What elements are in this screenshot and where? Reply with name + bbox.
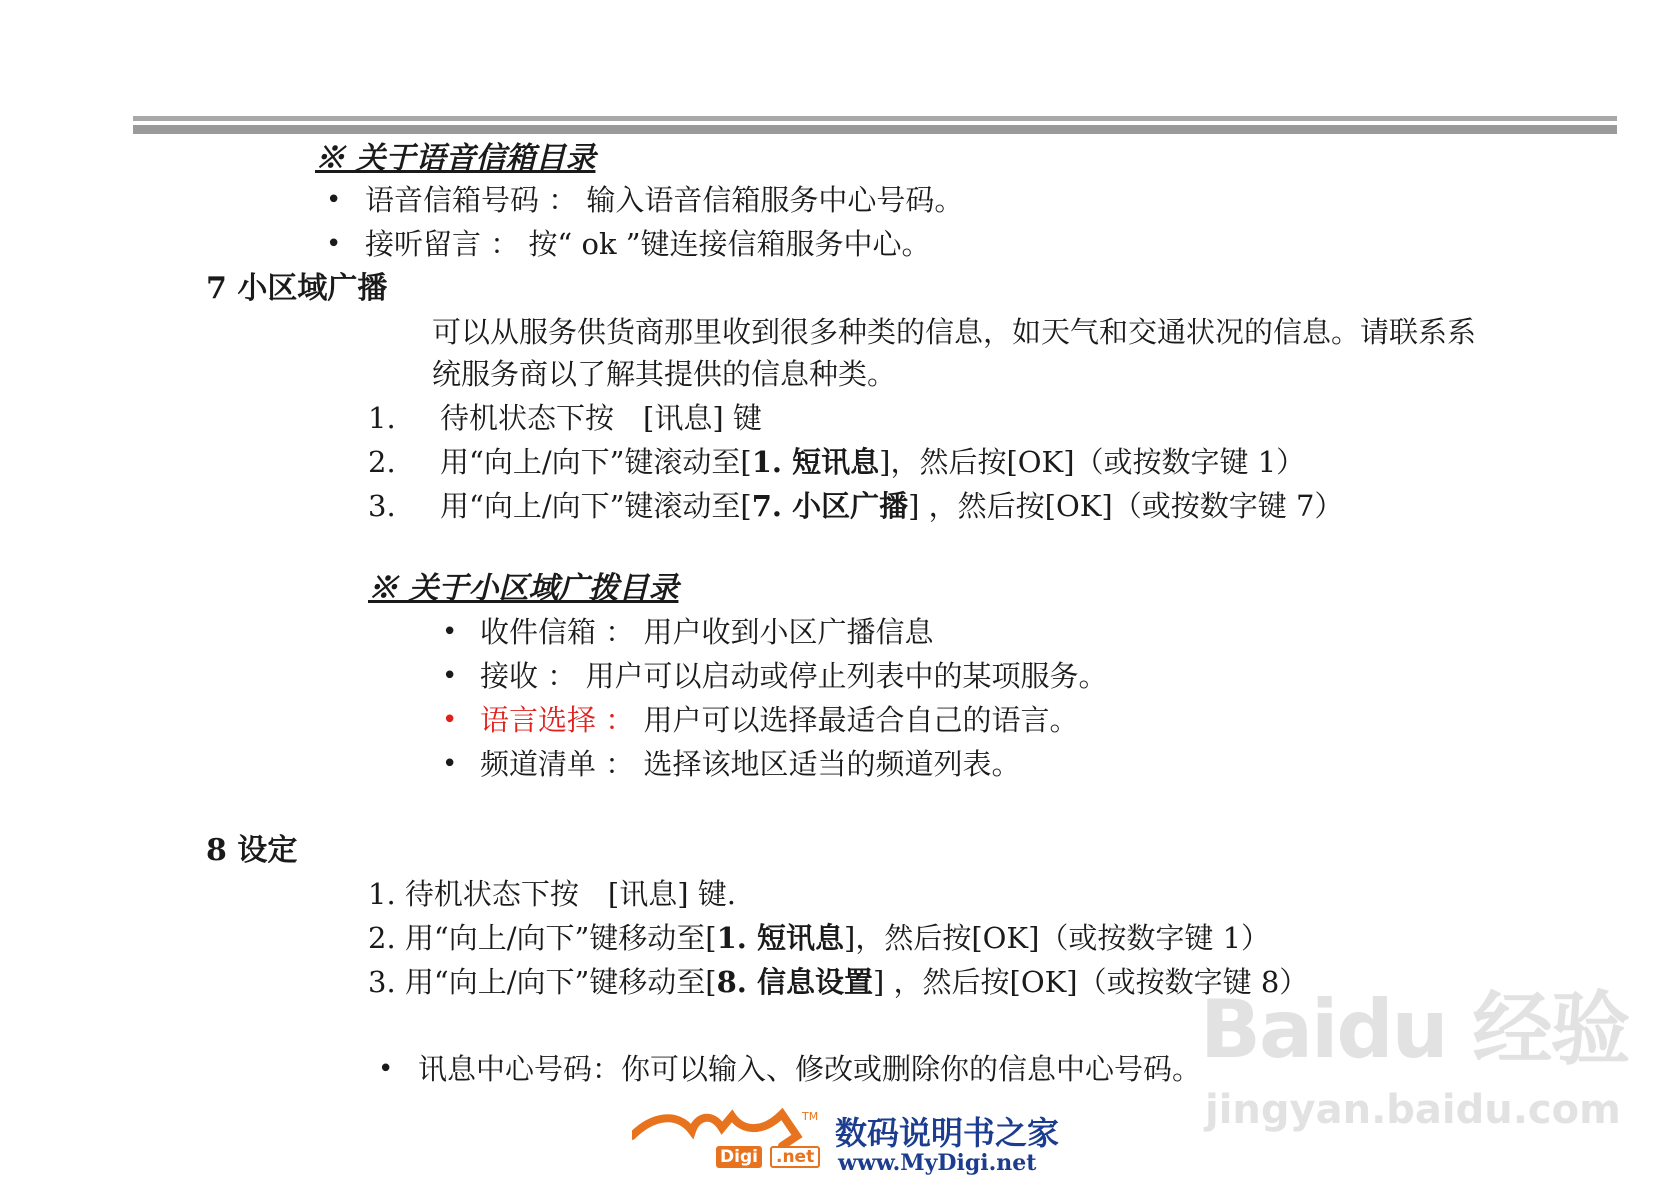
logo-url: www.MyDigi.net bbox=[838, 1150, 1037, 1176]
mydigi-logo-icon bbox=[632, 1106, 832, 1148]
settings-step-1: 1. 待机状态下按 [讯息] 键. bbox=[368, 877, 736, 911]
bullet-icon: • bbox=[442, 617, 458, 647]
cell-sub-item-4: 频道清单 ： 选择该地区适当的频道列表。 bbox=[480, 747, 1021, 781]
section-7-step-3: 用“向上/向下”键滚动至[7. 小区广播] ，然后按[OK]（或按数字键 7） bbox=[440, 489, 1344, 523]
bullet-icon: • bbox=[378, 1054, 394, 1084]
section-7-desc-line1: 可以从服务供货商那里收到很多种类的信息，如天气和交通状况的信息。请联系系 bbox=[432, 315, 1477, 349]
bullet-icon: • bbox=[326, 185, 342, 215]
section-7-step-num: 1. bbox=[368, 401, 396, 435]
logo-digi: Digi bbox=[716, 1146, 762, 1168]
header-rule-thick bbox=[133, 125, 1617, 134]
section-7-title: 7 小区域广播 bbox=[206, 271, 388, 306]
header-rule-thin bbox=[133, 116, 1617, 121]
section-7-step-num: 3. bbox=[368, 489, 396, 523]
section-7-step-2: 用“向上/向下”键滚动至[1. 短讯息]，然后按[OK]（或按数字键 1） bbox=[440, 445, 1306, 479]
section-8-title: 8 设定 bbox=[206, 833, 298, 868]
voicemail-heading: ※ 关于语音信箱目录 bbox=[315, 141, 596, 176]
cell-sub-item-1: 收件信箱 ： 用户收到小区广播信息 bbox=[480, 615, 934, 649]
bullet-icon: • bbox=[442, 661, 458, 691]
section-7-step-1: 待机状态下按 [讯息] 键 bbox=[440, 401, 762, 435]
bullet-icon: • bbox=[442, 705, 458, 735]
logo-chinese-name: 数码说明书之家 bbox=[835, 1114, 1060, 1152]
bullet-icon: • bbox=[326, 229, 342, 259]
cell-sub-item-2: 接收 ： 用户可以启动或停止列表中的某项服务。 bbox=[480, 659, 1108, 693]
logo-net: .net bbox=[770, 1146, 820, 1168]
voicemail-item-2: 接听留言 ： 按“ ok ”键连接信箱服务中心。 bbox=[365, 227, 931, 261]
settings-step-2: 2. 用“向上/向下”键移动至[1. 短讯息]，然后按[OK]（或按数字键 1） bbox=[368, 921, 1271, 955]
baidu-watermark: Baidu 经验 bbox=[1200, 983, 1629, 1076]
cell-broadcast-sub-heading: ※ 关于小区域广拨目录 bbox=[368, 571, 679, 606]
cell-sub-item-3: 语言选择 ： 用户可以选择最适合自己的语言。 bbox=[480, 703, 1079, 737]
settings-note: 讯息中心号码：你可以输入、修改或删除你的信息中心号码。 bbox=[418, 1052, 1202, 1086]
section-7-desc-line2: 统服务商以了解其提供的信息种类。 bbox=[432, 357, 897, 391]
bullet-icon: • bbox=[442, 749, 458, 779]
settings-step-3: 3. 用“向上/向下”键移动至[8. 信息设置] ，然后按[OK]（或按数字键 8） bbox=[368, 965, 1309, 999]
logo-tm: TM bbox=[802, 1110, 819, 1123]
baidu-watermark-url: jingyan.baidu.com bbox=[1205, 1087, 1621, 1133]
voicemail-item-1: 语音信箱号码 ： 输入语音信箱服务中心号码。 bbox=[365, 183, 964, 217]
section-7-step-num: 2. bbox=[368, 445, 396, 479]
